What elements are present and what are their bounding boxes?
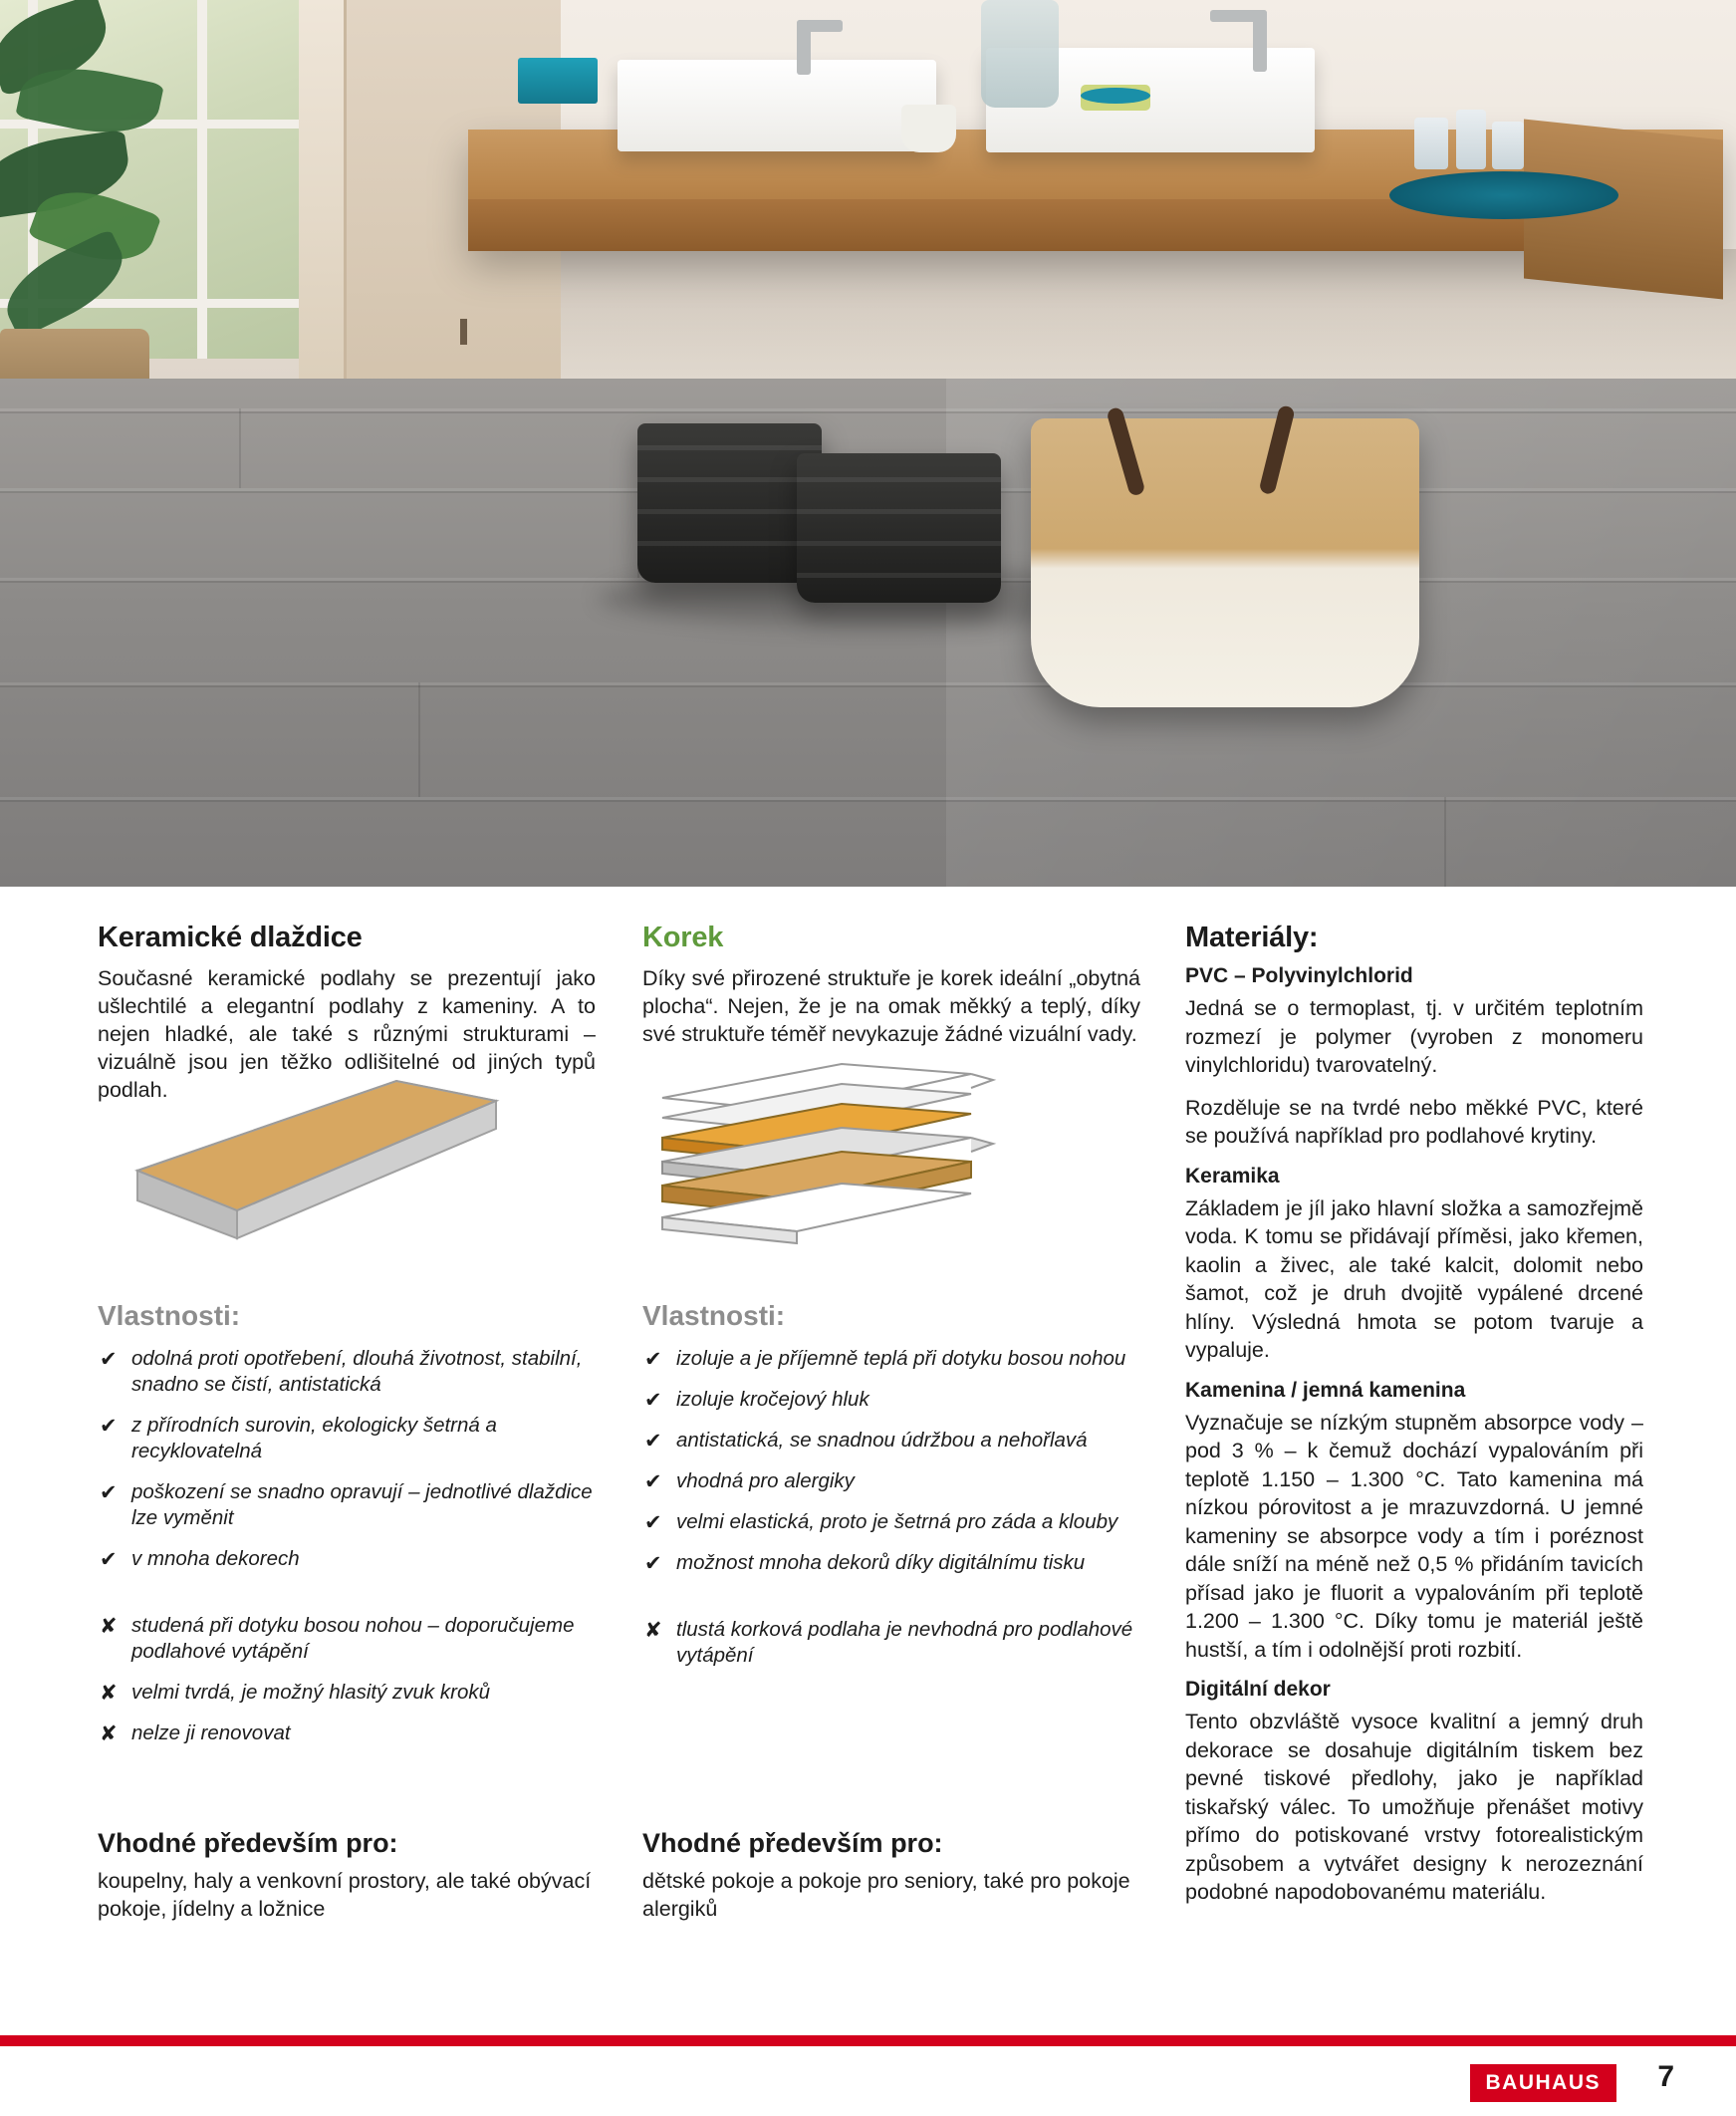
glass-bottle bbox=[981, 0, 1059, 108]
materials-text-digitalni-dekor-1: Tento obzvláště vysoce kvalitní a jemný druh dekorace se dosahuje digitálním tiskem bez pevné tiskové předlohy, jako je například tiskařský válec. To umožňuje přenášet motivy přímo do potiskované vrstvy fotorealistickým způsobem a vytvářet designy k nerozeznání podobné napodobovanému materiálu. bbox=[1185, 1710, 1643, 1904]
cork-cons-list bbox=[642, 1617, 1160, 1669]
cork-properties bbox=[642, 1300, 1160, 1684]
faucet-left-spout bbox=[797, 20, 843, 32]
page-number: 7 bbox=[1657, 2060, 1674, 2093]
list-item bbox=[98, 1720, 596, 1746]
list-item-text: z přírodních surovin, ekologicky šetrná a recyklovatelná bbox=[131, 1414, 497, 1462]
list-item bbox=[642, 1617, 1160, 1669]
floor-seam bbox=[0, 411, 1736, 413]
list-item-text: studená při dotyku bosou nohou – doporučujeme podlahové vytápění bbox=[131, 1614, 575, 1663]
basket-dark-left bbox=[637, 423, 822, 583]
materials-text-keramika-1: Základem je jíl jako hlavní složka a samozřejmě voda. K tomu se přidávají příměsi, jako křemen, kaolin a živec, ale také kalcit, dolomit nebo šamot, což je druh dvojitě vypálené drcené hlíny. Výsledná hmota se potom tvaruje a vypaluje. bbox=[1185, 1195, 1643, 1362]
soap-dish bbox=[1081, 88, 1150, 104]
ceramic-suitable-text: koupelny, haly a venkovní prostory, ale také obývací pokoje, jídelny a ložnice bbox=[98, 1869, 592, 1921]
materials-heading-kamenina: Kamenina / jemná kamenina bbox=[1185, 1378, 1466, 1402]
floor-seam bbox=[418, 682, 420, 797]
list-item bbox=[98, 1680, 596, 1706]
list-item bbox=[98, 1546, 596, 1572]
cork-title: Korek bbox=[642, 922, 724, 953]
check-icon: ✔ bbox=[100, 1348, 118, 1371]
list-item bbox=[642, 1387, 1160, 1413]
list-item bbox=[98, 1479, 596, 1531]
check-icon: ✔ bbox=[100, 1548, 118, 1571]
list-item bbox=[642, 1428, 1160, 1454]
cross-icon: ✘ bbox=[644, 1619, 662, 1642]
check-icon: ✔ bbox=[100, 1481, 118, 1504]
list-item-text: vhodná pro alergiky bbox=[676, 1469, 855, 1492]
floor-seam bbox=[1444, 797, 1446, 887]
list-item-text: v mnoha dekorech bbox=[131, 1547, 300, 1570]
column-materials bbox=[1185, 922, 1643, 1921]
door-handle bbox=[460, 319, 467, 345]
cork-suitable-text: dětské pokoje a pokoje pro seniory, také pro pokoje alergiků bbox=[642, 1869, 1130, 1921]
door-panel bbox=[299, 0, 349, 379]
list-item bbox=[98, 1346, 596, 1398]
list-item bbox=[642, 1550, 1160, 1576]
materials-text-kamenina-1: Vyznačuje se nízkým stupněm absorpce vody – pod 3 % – k čemuž dochází vypalováním při teplotě 1.150 – 1.300 °C. Tato kamenina má nízkou pórovitost a je mrazuvzdorná. U jemné kameniny se absorpce vody a tím i poréznost dále sníží na méně než 0,5 % přidáním tavicích přísad jako je fluorit a vypalováním při teplotě 1.200 – 1.300 °C. Díky tomu je materiál ještě hustší, a tím i odolnější proti rozbití. bbox=[1185, 1410, 1643, 1662]
faucet-right-spout bbox=[1210, 10, 1267, 22]
check-icon: ✔ bbox=[644, 1511, 662, 1534]
article-content bbox=[0, 887, 1736, 2116]
basin-left bbox=[618, 60, 936, 151]
materials-heading-digitalni-dekor: Digitální dekor bbox=[1185, 1678, 1331, 1701]
brand-logo: BAUHAUS bbox=[1470, 2064, 1617, 2102]
list-item bbox=[642, 1346, 1160, 1372]
list-item-text: antistatická, se snadnou údržbou a nehořlavá bbox=[676, 1429, 1088, 1452]
list-item-text: tlustá korková podlaha je nevhodná pro podlahové vytápění bbox=[676, 1618, 1133, 1667]
check-icon: ✔ bbox=[644, 1348, 662, 1371]
cross-icon: ✘ bbox=[100, 1682, 118, 1705]
hero-photo bbox=[0, 0, 1736, 887]
list-item-text: izoluje a je příjemně teplá při dotyku bosou nohou bbox=[676, 1347, 1126, 1370]
footer-rule bbox=[0, 2035, 1736, 2046]
cross-icon: ✘ bbox=[100, 1615, 118, 1638]
decor-bowl bbox=[1389, 171, 1618, 219]
cup bbox=[901, 105, 956, 152]
list-item bbox=[642, 1509, 1160, 1535]
cork-suitable-label: Vhodné především pro: bbox=[642, 1828, 943, 1858]
ceramic-properties-label: Vlastnosti: bbox=[98, 1300, 241, 1331]
jar-medium bbox=[1456, 110, 1486, 169]
check-icon: ✔ bbox=[644, 1470, 662, 1493]
materials-title: Materiály: bbox=[1185, 922, 1319, 953]
list-item-text: izoluje kročejový hluk bbox=[676, 1388, 869, 1411]
check-icon: ✔ bbox=[644, 1389, 662, 1412]
floor-seam bbox=[0, 685, 1736, 687]
list-item-text: velmi tvrdá, je možný hlasitý zvuk kroků bbox=[131, 1681, 491, 1704]
cork-intro: Díky své přirozené struktuře je korek ideální „obytná plocha“. Nejen, že je na omak měkký a teplý, díky své struktuře téměř nevykazuje žádné vizuální vady. bbox=[642, 966, 1140, 1046]
materials-heading-pvc: PVC – Polyvinylchlorid bbox=[1185, 964, 1413, 987]
basket-straw bbox=[1031, 418, 1419, 707]
check-icon: ✔ bbox=[644, 1552, 662, 1575]
cork-layers-illustration bbox=[642, 1046, 1021, 1265]
cork-pros-list bbox=[642, 1346, 1160, 1576]
jar-small bbox=[1414, 118, 1448, 169]
materials-text-pvc-2: Rozděluje se na tvrdé nebo měkké PVC, které se používá například pro podlahové krytiny. bbox=[1185, 1095, 1643, 1148]
ceramic-pros-list bbox=[98, 1346, 596, 1572]
jar-large bbox=[1492, 122, 1524, 169]
list-item-text: možnost mnoha dekorů díky digitálnímu tisku bbox=[676, 1551, 1086, 1574]
materials-heading-keramika: Keramika bbox=[1185, 1164, 1280, 1188]
basket-dark-right bbox=[797, 453, 1001, 603]
list-item bbox=[642, 1468, 1160, 1494]
cork-suitable bbox=[642, 1828, 1140, 1937]
check-icon: ✔ bbox=[644, 1430, 662, 1453]
ceramic-intro: Současné keramické podlahy se prezentují jako ušlechtilé a elegantní podlahy z kameniny. A to nejen hladké, ale také s různými strukturami – vizuálně jsou jen těžko odlišitelné od jiných typů podlah. bbox=[98, 966, 596, 1102]
ceramic-suitable bbox=[98, 1828, 596, 1937]
ceramic-suitable-label: Vhodné především pro: bbox=[98, 1828, 398, 1858]
ceramic-cons-list bbox=[98, 1613, 596, 1746]
floor-seam bbox=[0, 800, 1736, 802]
towel bbox=[518, 58, 598, 104]
list-item bbox=[98, 1413, 596, 1464]
list-item bbox=[98, 1613, 596, 1665]
floor-seam bbox=[239, 408, 241, 488]
check-icon: ✔ bbox=[100, 1415, 118, 1438]
ceramic-tile-illustration bbox=[98, 1061, 526, 1260]
materials-text-pvc-1: Jedná se o termoplast, tj. v určitém teplotním rozmezí je polymer (vyroben z monomeru vinylchloridu) tvarovatelný. bbox=[1185, 996, 1643, 1077]
ceramic-title: Keramické dlaždice bbox=[98, 922, 363, 953]
list-item-text: velmi elastická, proto je šetrná pro záda a klouby bbox=[676, 1510, 1118, 1533]
ceramic-properties bbox=[98, 1300, 596, 1761]
cork-properties-label: Vlastnosti: bbox=[642, 1300, 786, 1331]
column-cork bbox=[642, 922, 1140, 1062]
list-item-text: odolná proti opotřebení, dlouhá životnost, stabilní, snadno se čistí, antistatická bbox=[131, 1347, 583, 1396]
cross-icon: ✘ bbox=[100, 1722, 118, 1745]
list-item-text: poškození se snadno opravují – jednotlivé dlaždice lze vyměnit bbox=[131, 1480, 593, 1529]
list-item-text: nelze ji renovovat bbox=[131, 1721, 291, 1744]
